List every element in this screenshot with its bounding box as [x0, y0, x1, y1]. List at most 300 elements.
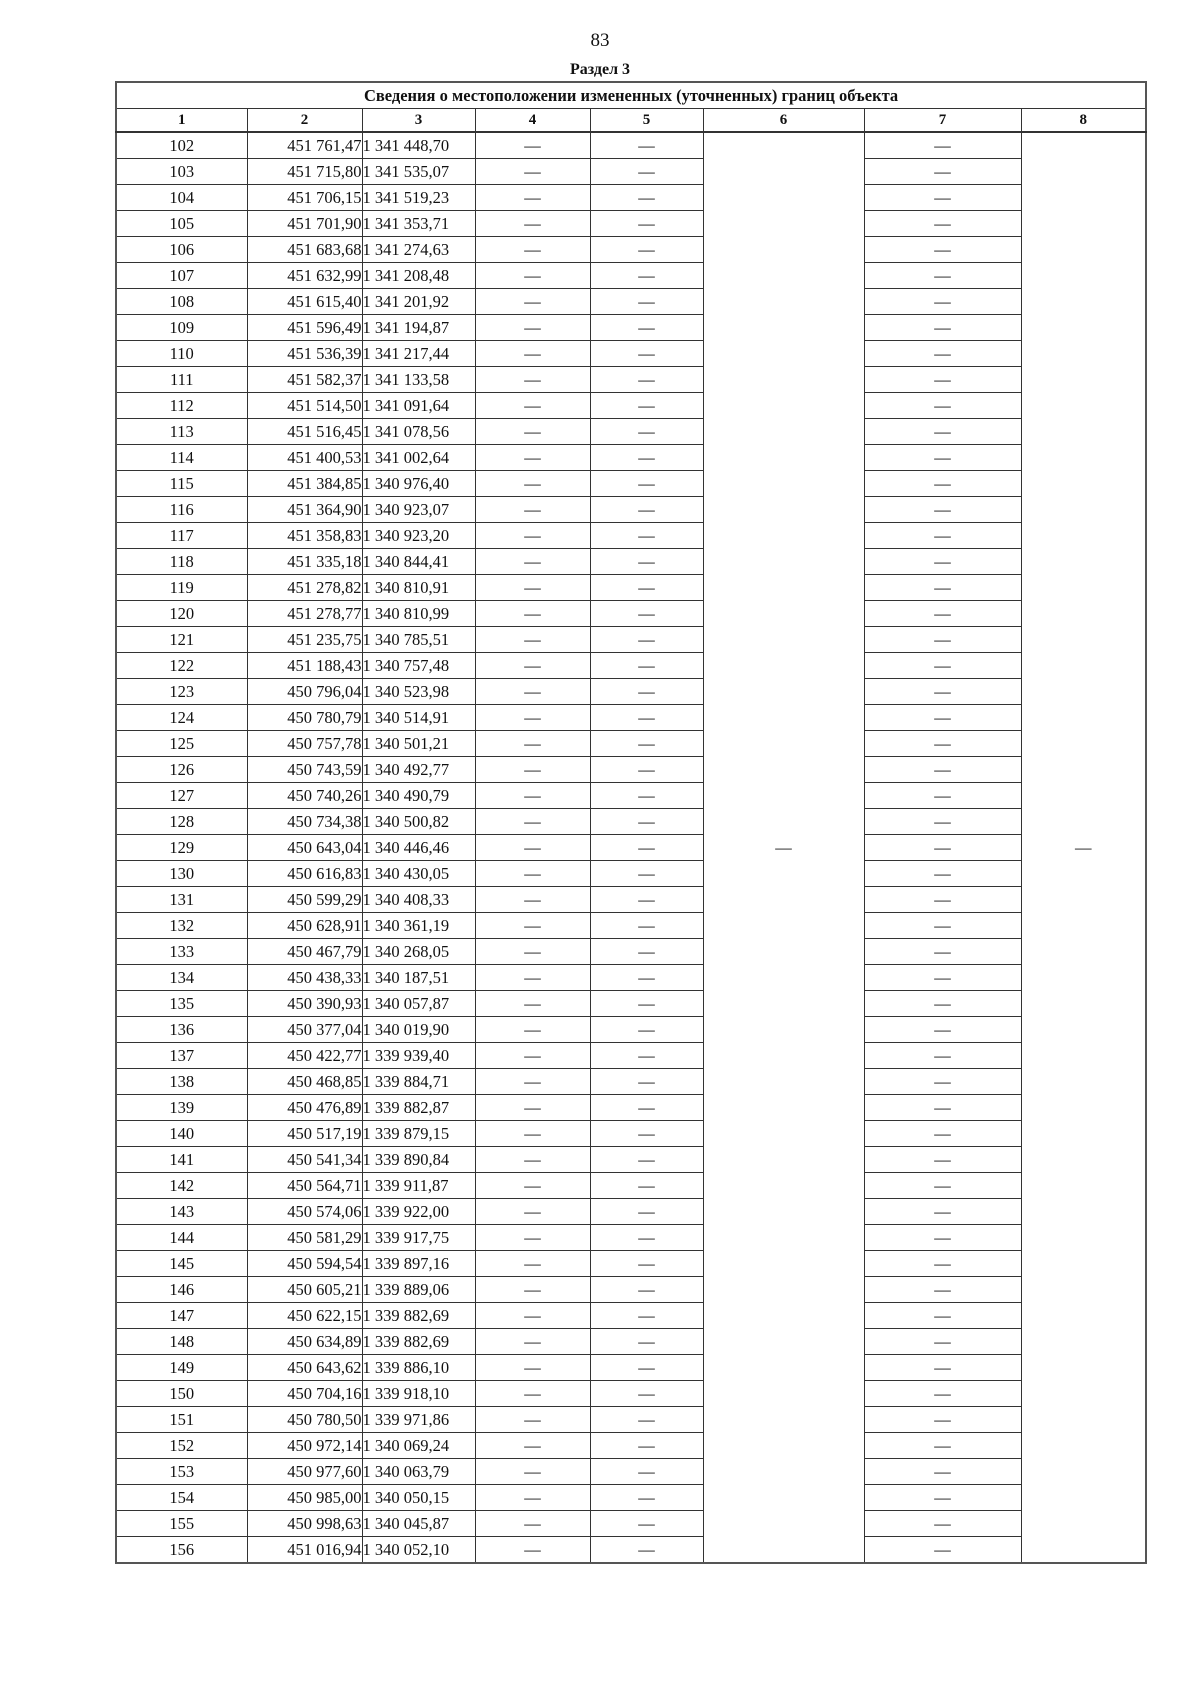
- col7-cell: —: [864, 497, 1021, 523]
- col5-cell: —: [590, 549, 703, 575]
- table-row: [116, 1147, 1146, 1173]
- col7-cell: —: [864, 1329, 1021, 1355]
- point-number-cell: 143: [116, 1199, 247, 1225]
- table-row: [116, 549, 1146, 575]
- table-row: [116, 1381, 1146, 1407]
- col7-cell: —: [864, 1251, 1021, 1277]
- col4-cell: —: [475, 627, 590, 653]
- point-number-cell: 125: [116, 731, 247, 757]
- point-number-cell: 116: [116, 497, 247, 523]
- x-coordinate-cell: 451 701,90: [247, 211, 362, 237]
- x-coordinate-cell: 451 596,49: [247, 315, 362, 341]
- table-row: [116, 575, 1146, 601]
- x-coordinate-cell: 450 581,29: [247, 1225, 362, 1251]
- table-row: [116, 523, 1146, 549]
- col7-cell: —: [864, 835, 1021, 861]
- col4-cell: —: [475, 263, 590, 289]
- table-row: [116, 991, 1146, 1017]
- table-row: [116, 1043, 1146, 1069]
- col5-cell: —: [590, 1069, 703, 1095]
- col5-cell: —: [590, 679, 703, 705]
- col4-cell: —: [475, 445, 590, 471]
- y-coordinate-cell: 1 340 514,91: [362, 705, 475, 731]
- y-coordinate-cell: 1 341 133,58: [362, 367, 475, 393]
- col4-cell: —: [475, 159, 590, 185]
- point-number-cell: 120: [116, 601, 247, 627]
- x-coordinate-cell: 451 400,53: [247, 445, 362, 471]
- table-row: [116, 1537, 1146, 1564]
- column-header: 5: [590, 109, 703, 133]
- x-coordinate-cell: 450 476,89: [247, 1095, 362, 1121]
- y-coordinate-cell: 1 340 757,48: [362, 653, 475, 679]
- col7-cell: —: [864, 1355, 1021, 1381]
- x-coordinate-cell: 450 438,33: [247, 965, 362, 991]
- col7-cell: —: [864, 809, 1021, 835]
- x-coordinate-cell: 450 616,83: [247, 861, 362, 887]
- table-row: [116, 783, 1146, 809]
- col7-cell: —: [864, 1407, 1021, 1433]
- point-number-cell: 105: [116, 211, 247, 237]
- y-coordinate-cell: 1 340 408,33: [362, 887, 475, 913]
- col7-cell: —: [864, 523, 1021, 549]
- col7-cell: —: [864, 939, 1021, 965]
- col7-cell: —: [864, 1433, 1021, 1459]
- y-coordinate-cell: 1 339 889,06: [362, 1277, 475, 1303]
- col7-cell: —: [864, 393, 1021, 419]
- y-coordinate-cell: 1 340 923,07: [362, 497, 475, 523]
- x-coordinate-cell: 450 977,60: [247, 1459, 362, 1485]
- point-number-cell: 118: [116, 549, 247, 575]
- y-coordinate-cell: 1 340 490,79: [362, 783, 475, 809]
- y-coordinate-cell: 1 340 785,51: [362, 627, 475, 653]
- x-coordinate-cell: 450 628,91: [247, 913, 362, 939]
- col4-cell: —: [475, 731, 590, 757]
- table-row: [116, 705, 1146, 731]
- x-coordinate-cell: 450 605,21: [247, 1277, 362, 1303]
- x-coordinate-cell: 451 358,83: [247, 523, 362, 549]
- x-coordinate-cell: 450 643,62: [247, 1355, 362, 1381]
- x-coordinate-cell: 451 188,43: [247, 653, 362, 679]
- col7-cell: —: [864, 237, 1021, 263]
- col7-cell: —: [864, 1147, 1021, 1173]
- col4-cell: —: [475, 1485, 590, 1511]
- x-coordinate-cell: 450 422,77: [247, 1043, 362, 1069]
- col5-cell: —: [590, 757, 703, 783]
- y-coordinate-cell: 1 339 897,16: [362, 1251, 475, 1277]
- column-header: 7: [864, 109, 1021, 133]
- y-coordinate-cell: 1 340 923,20: [362, 523, 475, 549]
- y-coordinate-cell: 1 340 501,21: [362, 731, 475, 757]
- point-number-cell: 107: [116, 263, 247, 289]
- col7-cell: —: [864, 1069, 1021, 1095]
- table-row: [116, 1069, 1146, 1095]
- y-coordinate-cell: 1 341 217,44: [362, 341, 475, 367]
- col4-cell: —: [475, 913, 590, 939]
- col5-cell: —: [590, 627, 703, 653]
- y-coordinate-cell: 1 340 500,82: [362, 809, 475, 835]
- point-number-cell: 152: [116, 1433, 247, 1459]
- col7-cell: —: [864, 861, 1021, 887]
- y-coordinate-cell: 1 340 268,05: [362, 939, 475, 965]
- table-row: [116, 1277, 1146, 1303]
- table-row: [116, 861, 1146, 887]
- col7-cell: —: [864, 471, 1021, 497]
- y-coordinate-cell: 1 340 446,46: [362, 835, 475, 861]
- y-coordinate-cell: 1 339 971,86: [362, 1407, 475, 1433]
- x-coordinate-cell: 450 985,00: [247, 1485, 362, 1511]
- col4-cell: —: [475, 341, 590, 367]
- x-coordinate-cell: 450 634,89: [247, 1329, 362, 1355]
- col4-cell: —: [475, 237, 590, 263]
- x-coordinate-cell: 450 757,78: [247, 731, 362, 757]
- col5-cell: —: [590, 1459, 703, 1485]
- point-number-cell: 121: [116, 627, 247, 653]
- col5-cell: —: [590, 237, 703, 263]
- col5-cell: —: [590, 705, 703, 731]
- col5-cell: —: [590, 497, 703, 523]
- col4-cell: —: [475, 419, 590, 445]
- x-coordinate-cell: 450 467,79: [247, 939, 362, 965]
- col7-cell: —: [864, 991, 1021, 1017]
- column-header: 3: [362, 109, 475, 133]
- col5-cell: —: [590, 341, 703, 367]
- x-coordinate-cell: 450 704,16: [247, 1381, 362, 1407]
- y-coordinate-cell: 1 340 069,24: [362, 1433, 475, 1459]
- point-number-cell: 117: [116, 523, 247, 549]
- table-row: [116, 1485, 1146, 1511]
- y-coordinate-cell: 1 340 052,10: [362, 1537, 475, 1564]
- x-coordinate-cell: 451 514,50: [247, 393, 362, 419]
- col5-cell: —: [590, 1303, 703, 1329]
- table-row: [116, 1173, 1146, 1199]
- x-coordinate-cell: 451 706,15: [247, 185, 362, 211]
- x-coordinate-cell: 451 615,40: [247, 289, 362, 315]
- table-row: [116, 731, 1146, 757]
- x-coordinate-cell: 450 643,04: [247, 835, 362, 861]
- point-number-cell: 149: [116, 1355, 247, 1381]
- col7-cell: —: [864, 132, 1021, 159]
- col5-cell: —: [590, 419, 703, 445]
- col4-cell: —: [475, 211, 590, 237]
- col7-cell: —: [864, 1173, 1021, 1199]
- col4-cell: —: [475, 1251, 590, 1277]
- column-header: 2: [247, 109, 362, 133]
- col7-cell: —: [864, 211, 1021, 237]
- x-coordinate-cell: 450 734,38: [247, 809, 362, 835]
- table-row: [116, 757, 1146, 783]
- col5-cell: —: [590, 835, 703, 861]
- col4-cell: —: [475, 1303, 590, 1329]
- table-row: [116, 263, 1146, 289]
- point-number-cell: 156: [116, 1537, 247, 1564]
- point-number-cell: 137: [116, 1043, 247, 1069]
- col5-cell: —: [590, 861, 703, 887]
- table-row: [116, 939, 1146, 965]
- col5-cell: —: [590, 1511, 703, 1537]
- y-coordinate-cell: 1 339 918,10: [362, 1381, 475, 1407]
- col7-cell: —: [864, 575, 1021, 601]
- point-number-cell: 138: [116, 1069, 247, 1095]
- col5-cell: —: [590, 315, 703, 341]
- point-number-cell: 115: [116, 471, 247, 497]
- col4-cell: —: [475, 1199, 590, 1225]
- point-number-cell: 106: [116, 237, 247, 263]
- col4-cell: —: [475, 289, 590, 315]
- x-coordinate-cell: 450 564,71: [247, 1173, 362, 1199]
- col5-cell: —: [590, 1355, 703, 1381]
- point-number-cell: 110: [116, 341, 247, 367]
- col4-cell: —: [475, 757, 590, 783]
- col4-cell: —: [475, 1173, 590, 1199]
- col4-cell: —: [475, 1407, 590, 1433]
- col4-cell: —: [475, 367, 590, 393]
- col7-cell: —: [864, 757, 1021, 783]
- col7-cell: —: [864, 1043, 1021, 1069]
- col4-cell: —: [475, 1069, 590, 1095]
- point-number-cell: 111: [116, 367, 247, 393]
- point-number-cell: 129: [116, 835, 247, 861]
- point-number-cell: 109: [116, 315, 247, 341]
- y-coordinate-cell: 1 339 886,10: [362, 1355, 475, 1381]
- y-coordinate-cell: 1 340 523,98: [362, 679, 475, 705]
- col7-cell: —: [864, 1303, 1021, 1329]
- table-row: [116, 315, 1146, 341]
- column-header-row: [116, 109, 1146, 133]
- table-row: [116, 809, 1146, 835]
- y-coordinate-cell: 1 341 519,23: [362, 185, 475, 211]
- col7-cell: —: [864, 419, 1021, 445]
- col4-cell: —: [475, 991, 590, 1017]
- table-row: [116, 1459, 1146, 1485]
- col7-cell: —: [864, 913, 1021, 939]
- col5-cell: —: [590, 1407, 703, 1433]
- col4-cell: —: [475, 965, 590, 991]
- point-number-cell: 133: [116, 939, 247, 965]
- y-coordinate-cell: 1 339 917,75: [362, 1225, 475, 1251]
- col4-cell: —: [475, 315, 590, 341]
- table-row: [116, 1433, 1146, 1459]
- col5-cell: —: [590, 1251, 703, 1277]
- col4-cell: —: [475, 549, 590, 575]
- col4-cell: —: [475, 523, 590, 549]
- y-coordinate-cell: 1 339 939,40: [362, 1043, 475, 1069]
- table-row: [116, 159, 1146, 185]
- x-coordinate-cell: 450 517,19: [247, 1121, 362, 1147]
- col5-cell: —: [590, 159, 703, 185]
- col5-cell: —: [590, 1095, 703, 1121]
- col4-cell: —: [475, 1147, 590, 1173]
- col5-cell: —: [590, 1199, 703, 1225]
- y-coordinate-cell: 1 339 884,71: [362, 1069, 475, 1095]
- y-coordinate-cell: 1 341 078,56: [362, 419, 475, 445]
- x-coordinate-cell: 451 364,90: [247, 497, 362, 523]
- col4-cell: —: [475, 835, 590, 861]
- col5-cell: —: [590, 1173, 703, 1199]
- table-row: [116, 185, 1146, 211]
- table-row: [116, 1095, 1146, 1121]
- section-title: Раздел 3: [569, 61, 631, 78]
- table-row: [116, 497, 1146, 523]
- col8-merged-cell: —: [1021, 132, 1146, 1563]
- col4-cell: —: [475, 887, 590, 913]
- point-number-cell: 114: [116, 445, 247, 471]
- y-coordinate-cell: 1 340 187,51: [362, 965, 475, 991]
- table-row: [116, 211, 1146, 237]
- point-number-cell: 151: [116, 1407, 247, 1433]
- col4-cell: —: [475, 575, 590, 601]
- y-coordinate-cell: 1 340 492,77: [362, 757, 475, 783]
- col7-cell: —: [864, 185, 1021, 211]
- x-coordinate-cell: 451 582,37: [247, 367, 362, 393]
- column-header: 6: [703, 109, 864, 133]
- col4-cell: —: [475, 1459, 590, 1485]
- table-row: [116, 419, 1146, 445]
- col5-cell: —: [590, 809, 703, 835]
- col5-cell: —: [590, 1485, 703, 1511]
- col4-cell: —: [475, 653, 590, 679]
- point-number-cell: 135: [116, 991, 247, 1017]
- point-number-cell: 132: [116, 913, 247, 939]
- point-number-cell: 139: [116, 1095, 247, 1121]
- col5-cell: —: [590, 1433, 703, 1459]
- y-coordinate-cell: 1 340 045,87: [362, 1511, 475, 1537]
- point-number-cell: 102: [116, 132, 247, 159]
- y-coordinate-cell: 1 340 050,15: [362, 1485, 475, 1511]
- x-coordinate-cell: 451 016,94: [247, 1537, 362, 1564]
- y-coordinate-cell: 1 339 882,69: [362, 1329, 475, 1355]
- x-coordinate-cell: 451 683,68: [247, 237, 362, 263]
- point-number-cell: 127: [116, 783, 247, 809]
- col5-cell: —: [590, 965, 703, 991]
- col4-cell: —: [475, 1121, 590, 1147]
- point-number-cell: 153: [116, 1459, 247, 1485]
- point-number-cell: 130: [116, 861, 247, 887]
- col5-cell: —: [590, 289, 703, 315]
- col4-cell: —: [475, 783, 590, 809]
- y-coordinate-cell: 1 341 353,71: [362, 211, 475, 237]
- col5-cell: —: [590, 263, 703, 289]
- y-coordinate-cell: 1 341 091,64: [362, 393, 475, 419]
- point-number-cell: 140: [116, 1121, 247, 1147]
- col5-cell: —: [590, 185, 703, 211]
- col5-cell: —: [590, 783, 703, 809]
- table-row: [116, 367, 1146, 393]
- point-number-cell: 108: [116, 289, 247, 315]
- table-row: [116, 1121, 1146, 1147]
- table-row: [116, 1017, 1146, 1043]
- col4-cell: —: [475, 1355, 590, 1381]
- point-number-cell: 113: [116, 419, 247, 445]
- y-coordinate-cell: 1 341 002,64: [362, 445, 475, 471]
- col4-cell: —: [475, 601, 590, 627]
- point-number-cell: 104: [116, 185, 247, 211]
- table-row: [116, 445, 1146, 471]
- col5-cell: —: [590, 913, 703, 939]
- x-coordinate-cell: 450 796,04: [247, 679, 362, 705]
- col4-cell: —: [475, 132, 590, 159]
- col4-cell: —: [475, 185, 590, 211]
- y-coordinate-cell: 1 341 201,92: [362, 289, 475, 315]
- x-coordinate-cell: 451 235,75: [247, 627, 362, 653]
- table-row: [116, 1251, 1146, 1277]
- col7-cell: —: [864, 367, 1021, 393]
- col7-cell: —: [864, 679, 1021, 705]
- x-coordinate-cell: 451 278,82: [247, 575, 362, 601]
- col5-cell: —: [590, 939, 703, 965]
- col7-cell: —: [864, 159, 1021, 185]
- col5-cell: —: [590, 367, 703, 393]
- table-row: [116, 1355, 1146, 1381]
- point-number-cell: 141: [116, 1147, 247, 1173]
- y-coordinate-cell: 1 339 922,00: [362, 1199, 475, 1225]
- col7-cell: —: [864, 1537, 1021, 1564]
- x-coordinate-cell: 450 377,04: [247, 1017, 362, 1043]
- point-number-cell: 131: [116, 887, 247, 913]
- col5-cell: —: [590, 887, 703, 913]
- table-row: [116, 627, 1146, 653]
- point-number-cell: 142: [116, 1173, 247, 1199]
- col7-cell: —: [864, 965, 1021, 991]
- col4-cell: —: [475, 1095, 590, 1121]
- col7-cell: —: [864, 315, 1021, 341]
- col5-cell: —: [590, 1121, 703, 1147]
- col5-cell: —: [590, 1147, 703, 1173]
- x-coordinate-cell: 450 574,06: [247, 1199, 362, 1225]
- x-coordinate-cell: 450 780,79: [247, 705, 362, 731]
- col7-cell: —: [864, 1199, 1021, 1225]
- x-coordinate-cell: 450 468,85: [247, 1069, 362, 1095]
- y-coordinate-cell: 1 340 361,19: [362, 913, 475, 939]
- table-row: [116, 132, 1146, 159]
- y-coordinate-cell: 1 339 911,87: [362, 1173, 475, 1199]
- col7-cell: —: [864, 705, 1021, 731]
- point-number-cell: 145: [116, 1251, 247, 1277]
- col4-cell: —: [475, 939, 590, 965]
- col7-cell: —: [864, 1225, 1021, 1251]
- table-row: [116, 1407, 1146, 1433]
- col4-cell: —: [475, 809, 590, 835]
- x-coordinate-cell: 451 384,85: [247, 471, 362, 497]
- y-coordinate-cell: 1 341 274,63: [362, 237, 475, 263]
- col5-cell: —: [590, 393, 703, 419]
- table-row: [116, 237, 1146, 263]
- x-coordinate-cell: 451 632,99: [247, 263, 362, 289]
- col5-cell: —: [590, 1043, 703, 1069]
- x-coordinate-cell: 451 516,45: [247, 419, 362, 445]
- table-body: [116, 132, 1146, 1563]
- table-row: [116, 341, 1146, 367]
- point-number-cell: 122: [116, 653, 247, 679]
- table-row: [116, 965, 1146, 991]
- table-row: [116, 471, 1146, 497]
- point-number-cell: 124: [116, 705, 247, 731]
- point-number-cell: 119: [116, 575, 247, 601]
- col5-cell: —: [590, 601, 703, 627]
- col5-cell: —: [590, 471, 703, 497]
- table-row: [116, 653, 1146, 679]
- y-coordinate-cell: 1 341 448,70: [362, 132, 475, 159]
- col7-cell: —: [864, 1485, 1021, 1511]
- point-number-cell: 144: [116, 1225, 247, 1251]
- point-number-cell: 128: [116, 809, 247, 835]
- col4-cell: —: [475, 1511, 590, 1537]
- y-coordinate-cell: 1 339 882,87: [362, 1095, 475, 1121]
- col4-cell: —: [475, 1277, 590, 1303]
- col5-cell: —: [590, 1329, 703, 1355]
- col7-cell: —: [864, 783, 1021, 809]
- table-row: [116, 887, 1146, 913]
- col7-cell: —: [864, 627, 1021, 653]
